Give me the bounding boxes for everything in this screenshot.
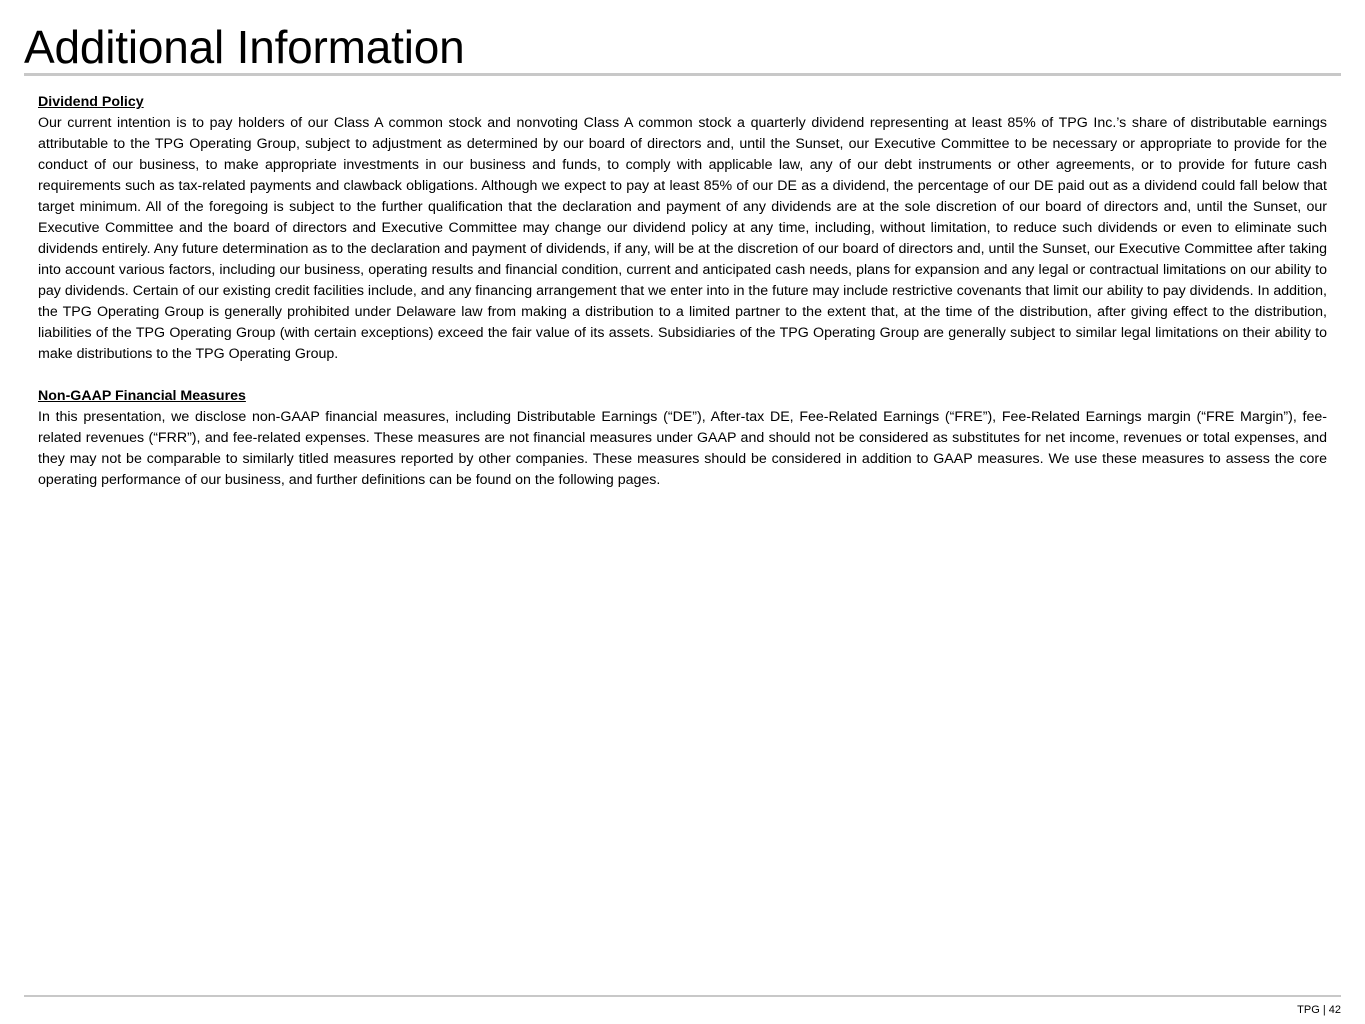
dividend-policy-heading: Dividend Policy	[38, 94, 144, 110]
footer-divider	[24, 995, 1341, 997]
title-divider	[24, 73, 1341, 76]
non-gaap-body: In this presentation, we disclose non-GAAP financial measures, including Distributable Earnings (“DE”), After-tax DE, Fee-Related Earnings (“FRE”), Fee-Related Earnings margin (“FRE Margin”), fee-related revenues (“FRR”), and fee-related expenses. These measures are not financial measures under GAAP and should not be considered as substitutes for net income, revenues or total expenses, and they may not be comparable to similarly titled measures reported by other companies. These measures should be considered in addition to GAAP measures. We use these measures to assess the core operating performance of our business, and further definitions can be found on the following pages.	[38, 409, 1327, 488]
page-number-label: TPG | 42	[1297, 1004, 1341, 1016]
page-title: Additional Information	[24, 21, 465, 73]
content-area	[38, 92, 1327, 491]
dividend-policy-body: Our current intention is to pay holders of our Class A common stock and nonvoting Class A common stock a quarterly dividend representing at least 85% of TPG Inc.’s share of distributable earnings attributable to the TPG Operating Group, subject to adjustment as determined by our board of directors and, until the Sunset, our Executive Committee to be necessary or appropriate to provide for the conduct of our business, to make appropriate investments in our business and funds, to comply with applicable law, any of our debt instruments or other agreements, or to provide for future cash requirements such as tax-related payments and clawback obligations. Although we expect to pay at least 85% of our DE as a dividend, the percentage of our DE paid out as a dividend could fall below that target minimum. All of the foregoing is subject to the further qualification that the declaration and payment of any dividends are at the sole discretion of our board of directors and, until the Sunset, our Executive Committee and the board of directors and Executive Committee may change our dividend policy at any time, including, without limitation, to reduce such dividends or even to eliminate such dividends entirely. Any future determination as to the declaration and payment of dividends, if any, will be at the discretion of our board of directors and, until the Sunset, our Executive Committee after taking into account various factors, including our business, operating results and financial condition, current and anticipated cash needs, plans for expansion and any legal or contractual limitations on our ability to pay dividends. Certain of our existing credit facilities include, and any financing arrangement that we enter into in the future may include restrictive covenants that limit our ability to pay dividends. In addition, the TPG Operating Group is generally prohibited under Delaware law from making a distribution to a limited partner to the extent that, at the time of the distribution, after giving effect to the distribution, liabilities of the TPG Operating Group (with certain exceptions) exceed the fair value of its assets. Subsidiaries of the TPG Operating Group are generally subject to similar legal limitations on their ability to make distributions to the TPG Operating Group.	[38, 115, 1327, 362]
non-gaap-heading: Non-GAAP Financial Measures	[38, 388, 246, 404]
non-gaap-section	[38, 386, 1327, 491]
dividend-policy-section	[38, 92, 1327, 365]
